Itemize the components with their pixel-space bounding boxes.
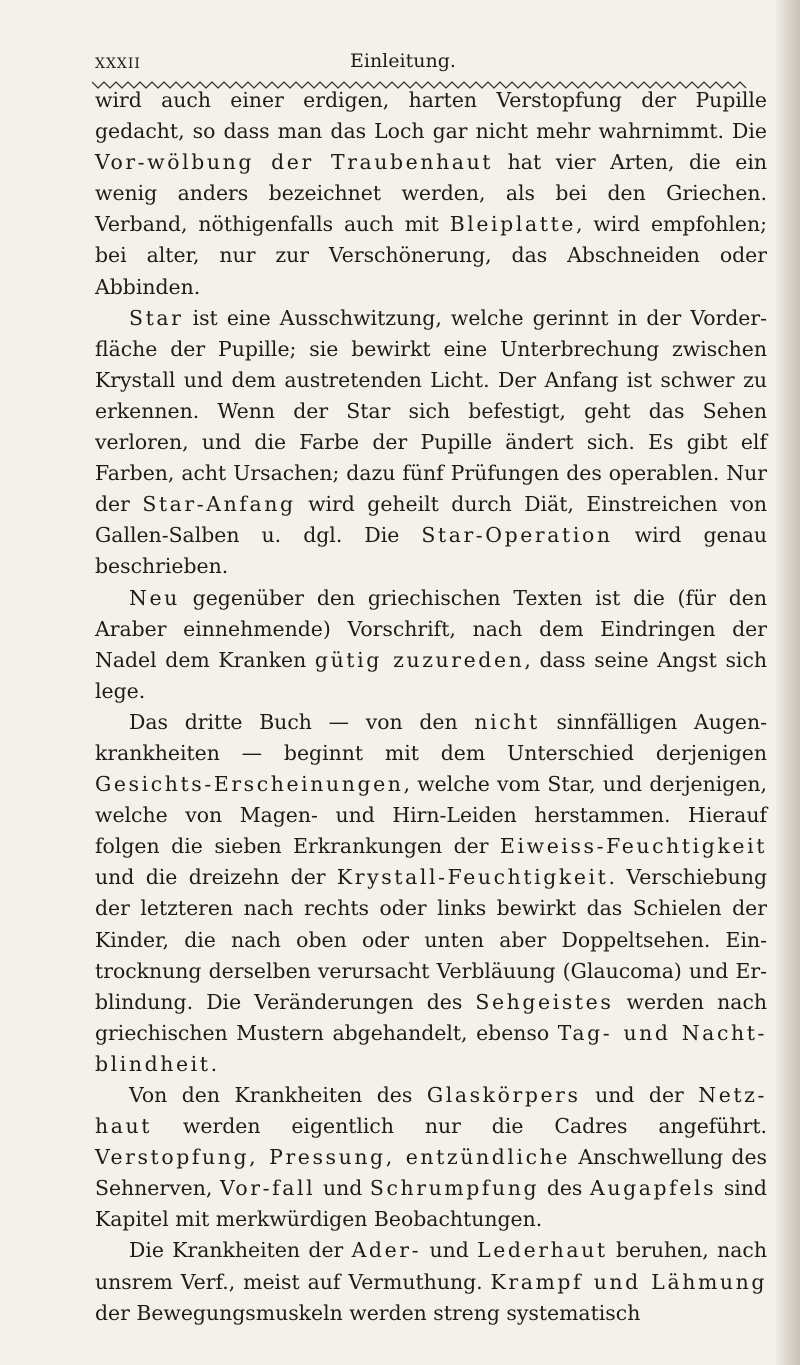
text-run: werden nach griechischen Mustern abgehandelt, ebenso	[95, 989, 767, 1045]
paragraph	[95, 303, 767, 583]
page-edge-shadow	[776, 0, 800, 1365]
text-run: Das dritte Buch — von den	[129, 709, 475, 734]
emphasized-term: Tag- und Nacht-blindheit	[95, 1020, 767, 1076]
text-run: , welche vom Star, und derjenigen, welche von Magen- und Hirn-Leiden herstammen. Hierauf folgen die sieben Erkrankungen der	[95, 772, 767, 859]
text-run: des	[539, 1176, 591, 1201]
text-run: wird genau beschrieben.	[95, 523, 767, 579]
emphasized-term: Verstopfung, Pressung, entzündliche	[95, 1145, 571, 1170]
text-run: sind Kapitel mit merkwürdigen Beobachtungen.	[95, 1176, 767, 1232]
text-run: und die dreizehn der	[95, 865, 337, 890]
text-run: hat vier Arten, die ein wenig anders bezeichnet werden, als bei den Griechen. Verband, nöthigenfalls auch mit	[95, 150, 767, 237]
text-run: Die Krankheiten der	[129, 1238, 352, 1263]
emphasized-term: Neu	[129, 585, 180, 610]
emphasized-term: Bleiplatte	[449, 212, 576, 237]
text-run: werden eigentlich nur die Cadres angeführt.	[152, 1114, 767, 1139]
text-run: beruhen, nach unsrem Verf., meist auf Vermuthung.	[95, 1238, 767, 1294]
text-run: . Verschiebung der letzteren nach rechts oder links bewirkt das Schielen der Kinder, die nach oben oder unten aber Doppeltsehen. Ein-trocknung derselben verursacht Verbläuung (Glaucoma) und Er-blindung. Die Veränderungen des	[95, 865, 767, 1014]
text-run: Anschwellung des Sehnerven,	[95, 1145, 767, 1201]
paragraph	[95, 1235, 767, 1328]
running-title: Einleitung.	[350, 50, 456, 72]
emphasized-term: Glaskörpers	[426, 1083, 581, 1107]
text-run: wird geheilt durch Diät, Einstreichen von Gallen-Salben u. dgl. Die	[95, 492, 767, 548]
body-text	[95, 85, 767, 1329]
page-number: XXXII	[95, 56, 141, 72]
text-run: sinnfälligen Augen-krankheiten — beginnt mit dem Unterschied derjenigen	[95, 709, 767, 765]
paragraph	[95, 1080, 767, 1235]
emphasized-term: Vor-wölbung der Traubenhaut	[95, 150, 494, 175]
emphasized-term: Gesichts-Erscheinungen	[95, 772, 404, 797]
text-run: ist eine Ausschwitzung, welche gerinnt in der Vorder-fläche der Pupille; sie bewirkt eine Unterbrechung zwischen Krystall und dem austretenden Licht. Der Anfang ist schwer zu erkennen. Wenn der Star sich befestigt, geht das Sehen verloren, und die Farbe der Pupille ändert sich. Es gibt elf Farben, acht Ursachen; dazu fünf Prüfungen des operablen. Nur der	[95, 305, 767, 517]
text-run: Von den Krankheiten des	[129, 1083, 427, 1107]
emphasized-term: Star-Operation	[421, 523, 613, 548]
text-run: wird auch einer erdigen, harten Verstopfung der Pupille gedacht, so dass man das Loch gar nicht mehr wahrnimmt. Die	[95, 88, 767, 144]
emphasized-term: Schrumpfung	[369, 1176, 540, 1201]
emphasized-term: gütig zuzureden	[314, 647, 525, 672]
text-run: und der	[580, 1083, 699, 1107]
text-run: und	[421, 1238, 478, 1263]
emphasized-term: Lederhaut	[477, 1238, 608, 1263]
emphasized-term: Vor-fall	[219, 1176, 316, 1201]
paragraph	[95, 583, 767, 707]
emphasized-term: Sehgeistes	[475, 989, 614, 1014]
emphasized-term: Eiweiss-Feuchtigkeit	[500, 834, 767, 859]
text-run: gegenüber den griechischen Texten ist die (für den Araber einnehmende) Vorschrift, nach dem Eindringen der Nadel dem Kranken	[95, 585, 767, 672]
emphasized-term: Krampf und Lähmung	[490, 1269, 767, 1294]
emphasized-term: Krystall-Feuchtigkeit	[336, 865, 609, 890]
text-run: , dass seine Angst sich lege.	[95, 647, 767, 703]
emphasized-term: Augapfels	[590, 1176, 717, 1201]
paragraph	[95, 85, 767, 303]
emphasized-term: Star-Anfang	[142, 492, 296, 517]
paragraph	[95, 707, 767, 1080]
text-run: .	[210, 1051, 218, 1076]
text-run: und	[315, 1176, 370, 1201]
text-run: , wird empfohlen; bei alter, nur zur Verschönerung, das Abschneiden oder Abbinden.	[95, 212, 767, 299]
emphasized-term: nicht	[474, 709, 540, 734]
emphasized-term: Netz-haut	[95, 1083, 767, 1139]
text-run: der Bewegungsmuskeln werden streng systematisch	[95, 1300, 641, 1325]
emphasized-term: Star	[129, 305, 184, 330]
emphasized-term: Ader-	[351, 1238, 422, 1263]
